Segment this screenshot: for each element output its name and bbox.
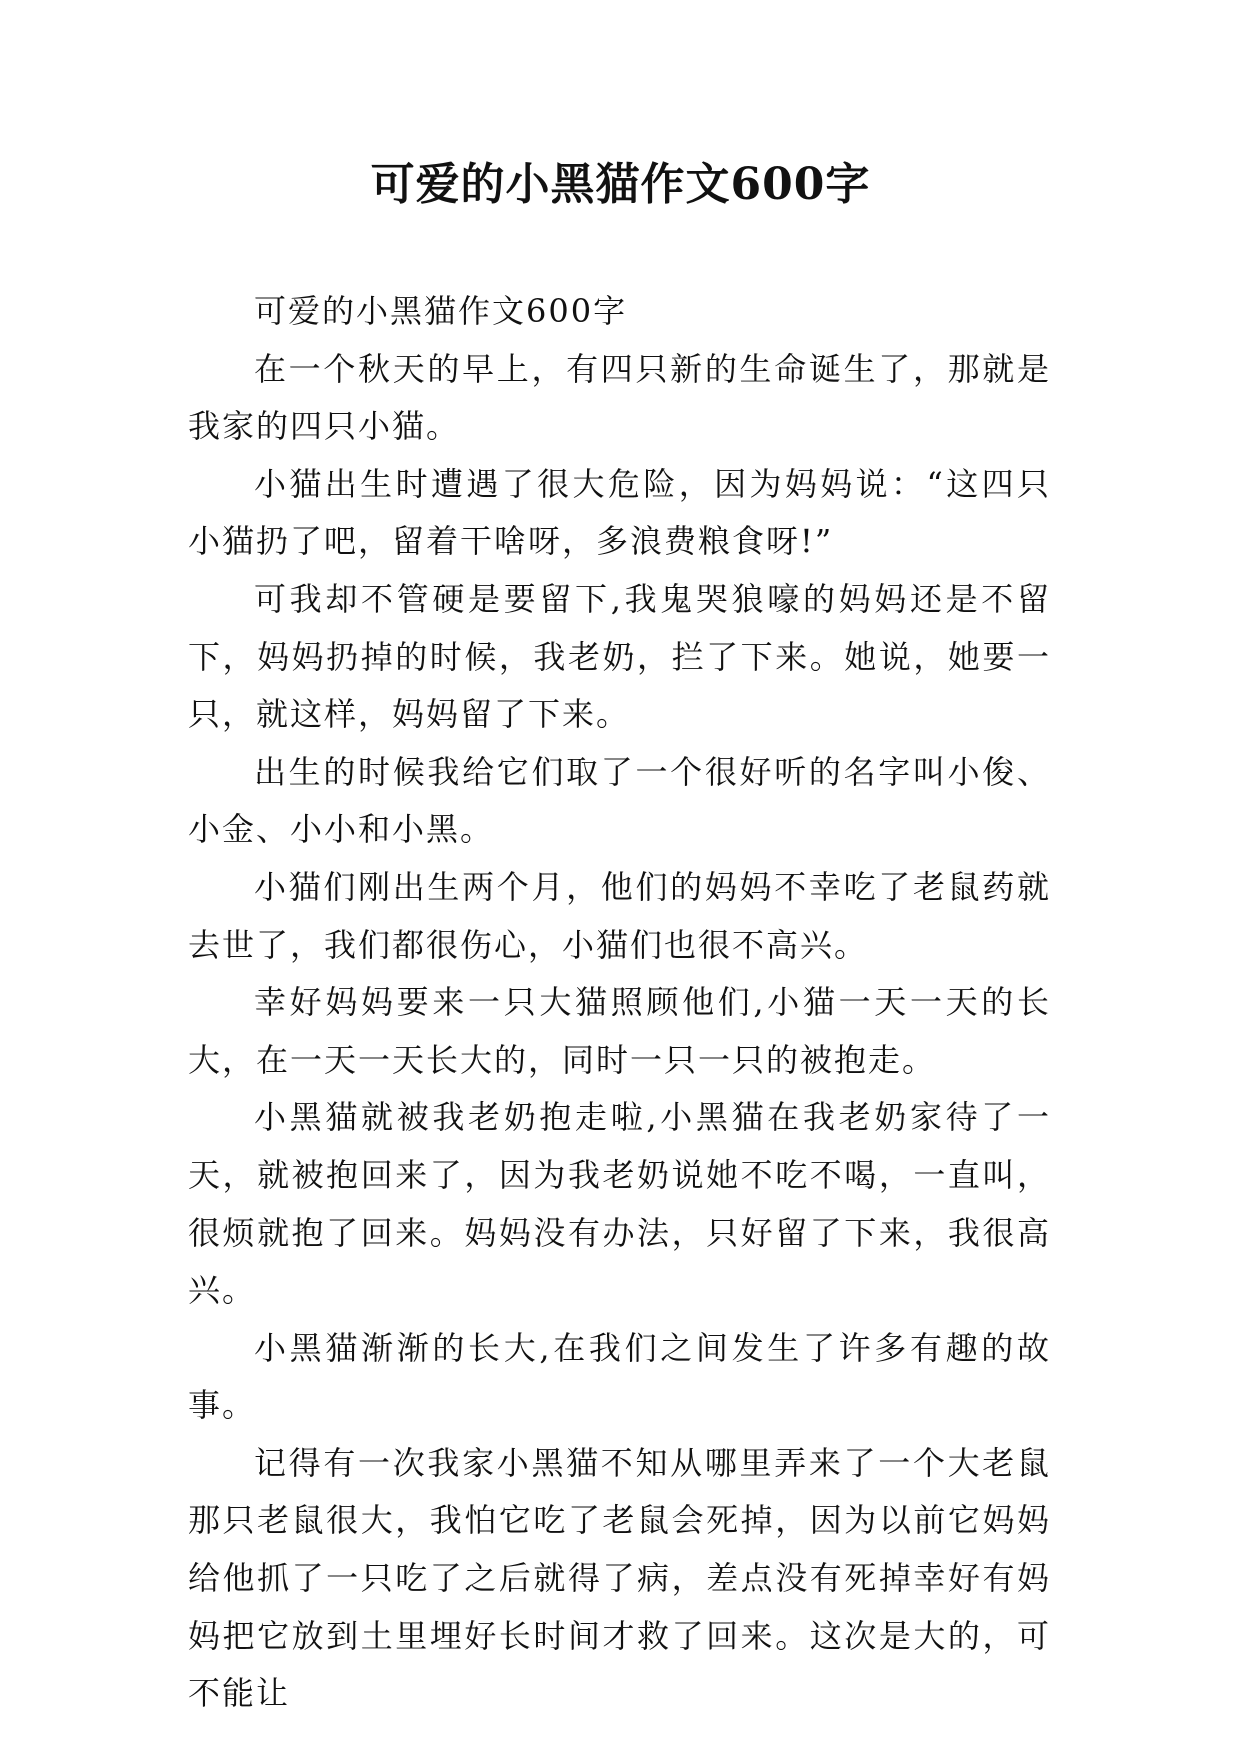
paragraph: 可我却不管硬是要留下,我鬼哭狼嚎的妈妈还是不留下，妈妈扔掉的时候，我老奶，拦了下来。她说，她要一只，就这样，妈妈留了下来。 (188, 579, 1051, 734)
paragraph: 出生的时候我给它们取了一个很好听的名字叫小俊、小金、小小和小黑。 (188, 752, 1051, 849)
document-title: 可爱的小黑猫作文600字 (370, 159, 871, 210)
paragraph: 记得有一次我家小黑猫不知从哪里弄来了一个大老鼠那只老鼠很大，我怕它吃了老鼠会死掉，因为以前它妈妈给他抓了一只吃了之后就得了病，差点没有死掉幸好有妈妈把它放到土里埋好长时间才救了回来。这次是大的，可不能让 (188, 1443, 1051, 1713)
paragraph: 小猫们刚出生两个月，他们的妈妈不幸吃了老鼠药就去世了，我们都很伤心，小猫们也很不高兴。 (188, 867, 1051, 964)
paragraph: 小黑猫渐渐的长大,在我们之间发生了许多有趣的故事。 (188, 1328, 1051, 1425)
paragraph: 小猫出生时遭遇了很大危险，因为妈妈说：“这四只小猫扔了吧，留着干啥呀，多浪费粮食呀!” (188, 464, 1051, 561)
paragraph: 可爱的小黑猫作文600字 (254, 292, 628, 330)
paragraph: 幸好妈妈要来一只大猫照顾他们,小猫一天一天的长大，在一天一天长大的，同时一只一只的被抱走。 (188, 983, 1051, 1079)
paragraph: 小黑猫就被我老奶抱走啦,小黑猫在我老奶家待了一天，就被抱回来了，因为我老奶说她不吃不喝，一直叫，很烦就抱了回来。妈妈没有办法，只好留了下来，我很高兴。 (188, 1098, 1051, 1310)
document-body (188, 283, 1051, 1723)
paragraph: 在一个秋天的早上，有四只新的生命诞生了，那就是我家的四只小猫。 (188, 349, 1051, 446)
